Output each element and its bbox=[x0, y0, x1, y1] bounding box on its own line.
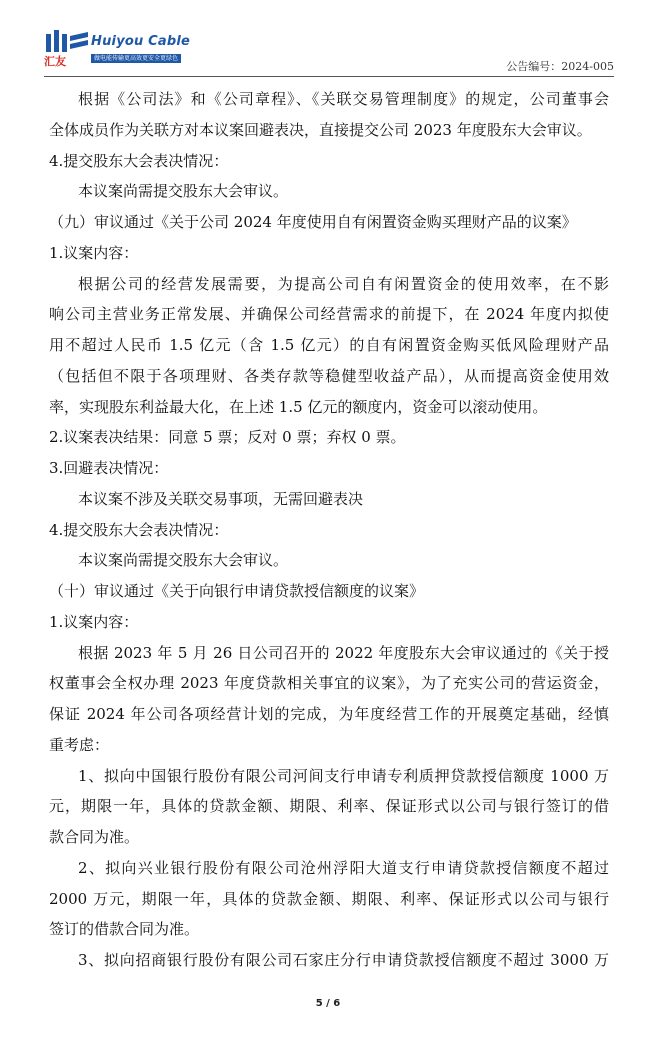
paragraph-line: （包括但不限于各项理财、各类存款等稳健型收益产品），从而提高资金使用效 bbox=[49, 366, 609, 385]
paragraph-line: 保证 2024 年公司各项经营计划的完成，为年度经营工作的开展奠定基础，经慎 bbox=[49, 705, 609, 723]
paragraph-line: 签订的借款合同为准。 bbox=[49, 920, 200, 939]
paragraph-line: 本议案尚需提交股东大会审议。 bbox=[78, 182, 289, 201]
header-divider bbox=[44, 76, 614, 77]
paragraph-line: 率，实现股东利益最大化，在上述 1.5 亿元的额度内，资金可以滚动使用。 bbox=[49, 397, 548, 416]
notice-number: 公告编号：2024-005 bbox=[506, 60, 614, 73]
paragraph-line: 全体成员作为关联方对本议案回避表决，直接提交公司 2023 年度股东大会审议。 bbox=[49, 120, 592, 139]
logo-slogan: 做电能传输更高效更安全更绿色 bbox=[91, 54, 181, 63]
section-heading: 3.回避表决情况： bbox=[49, 459, 169, 477]
logo-chinese-name: 汇友 bbox=[44, 55, 66, 68]
paragraph-line: 本议案不涉及关联交易事项，无需回避表决 bbox=[78, 489, 364, 508]
section-heading: 1.议案内容： bbox=[49, 612, 139, 631]
paragraph-line: 用不超过人民币 1.5 亿元（含 1.5 亿元）的自有闲置资金购买低风险理财产品 bbox=[49, 336, 609, 354]
cable-logo-icon bbox=[44, 28, 90, 54]
paragraph-line: 元，期限一年，具体的贷款金额、期限、利率、保证形式以公司与银行签订的借 bbox=[49, 797, 609, 816]
vote-result: 2.议案表决结果：同意 5 票；反对 0 票；弃权 0 票。 bbox=[49, 428, 406, 447]
section-heading: 4.提交股东大会表决情况： bbox=[49, 151, 229, 170]
paragraph-line: 权董事会全权办理 2023 年度贷款相关事宜的议案》，为了充实公司的营运资金， bbox=[49, 674, 609, 693]
paragraph-line: 根据 2023 年 5 月 26 日公司召开的 2022 年度股东大会审议通过的《关于授 bbox=[78, 643, 609, 662]
paragraph-line: 根据公司的经营发展需要，为提高公司自有闲置资金的使用效率，在不影 bbox=[78, 274, 609, 293]
paragraph-line: 1、拟向中国银行股份有限公司河间支行申请专利质押贷款授信额度 1000 万 bbox=[78, 766, 609, 785]
paragraph-line: 2000 万元，期限一年，具体的贷款金额、期限、利率、保证形式以公司与银行 bbox=[49, 889, 609, 908]
motion-heading: （十）审议通过《关于向银行申请贷款授信额度的议案》 bbox=[49, 582, 425, 600]
page-number: 5 / 6 bbox=[315, 998, 341, 1009]
paragraph-line: 本议案尚需提交股东大会审议。 bbox=[78, 551, 289, 570]
paragraph-line: 款合同为准。 bbox=[49, 828, 140, 846]
page-header bbox=[44, 28, 614, 72]
logo-brand-text: Huiyou Cable bbox=[91, 34, 191, 49]
section-heading: 1.议案内容： bbox=[49, 243, 139, 262]
company-logo bbox=[44, 28, 189, 68]
document-body bbox=[49, 84, 609, 976]
paragraph-line: 根据《公司法》和《公司章程》、《关联交易管理制度》的规定，公司董事会 bbox=[78, 90, 609, 108]
paragraph-line: 响公司主营业务正常发展、并确保公司经营需求的前提下，在 2024 年度内拟使 bbox=[49, 305, 609, 324]
motion-heading: （九）审议通过《关于公司 2024 年度使用自有闲置资金购买理财产品的议案》 bbox=[49, 213, 577, 231]
paragraph-line: 重考虑： bbox=[49, 735, 110, 754]
section-heading: 4.提交股东大会表决情况： bbox=[49, 520, 229, 539]
paragraph-line: 2、拟向兴业银行股份有限公司沧州浮阳大道支行申请贷款授信额度不超过 bbox=[78, 858, 609, 877]
paragraph-line: 3、拟向招商银行股份有限公司石家庄分行申请贷款授信额度不超过 3000 万 bbox=[78, 951, 609, 969]
